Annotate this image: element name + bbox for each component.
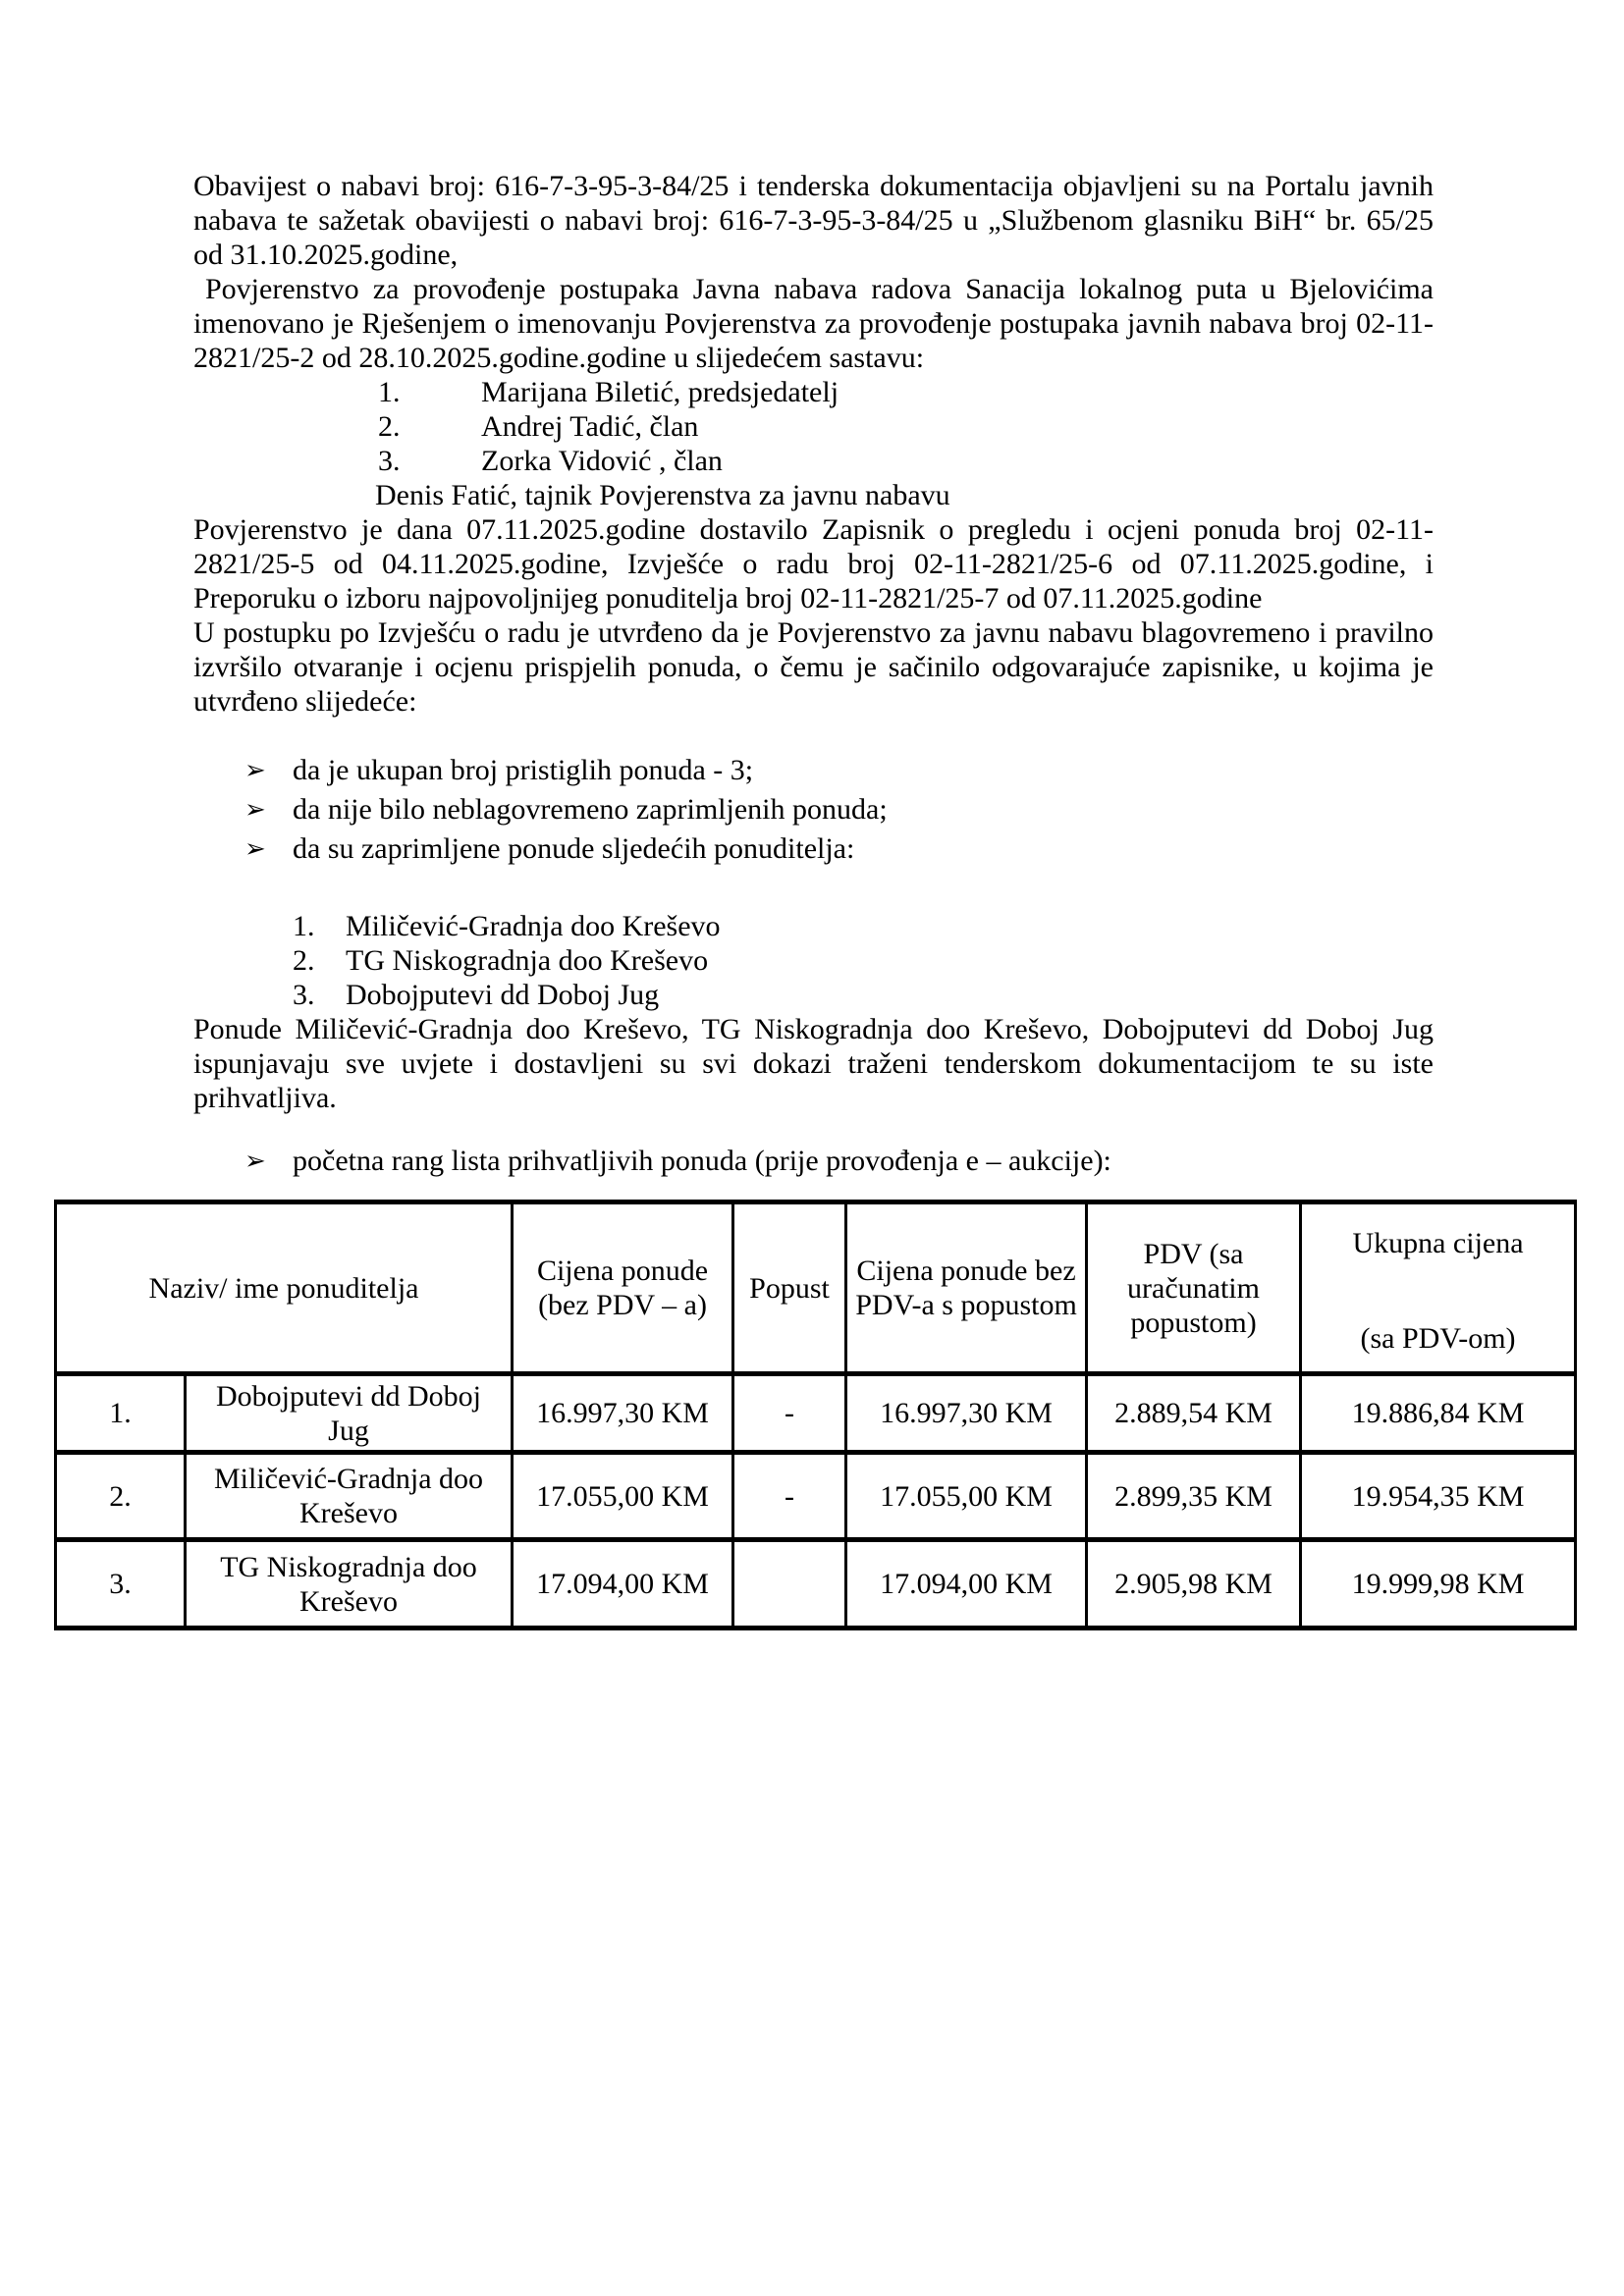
- arrow-bullet-icon: ➢: [244, 756, 266, 784]
- bidder-name: Dobojputevi dd Doboj Jug: [346, 979, 660, 1011]
- cell-vat: 2.899,35 KM: [1087, 1453, 1301, 1540]
- header-discount: Popust: [733, 1202, 846, 1374]
- bullet-text: da su zaprimljene ponude sljedećih ponuditelja:: [293, 832, 855, 865]
- committee-member-name: Andrej Tadić, član: [481, 410, 699, 443]
- paragraph-committee-intro: Povjerenstvo za provođenje postupaka Javna nabava radova Sanacija lokalnog puta u Bjelovićima imenovano je Rješenjem o imenovanju Povjerenstva za provođenje postupaka javnih nabava broj 02-11-2821/25-2 od 28.10.2025.godine.godine u slijedećem sastavu:: [193, 273, 1434, 374]
- cell-price-no-vat: 17.094,00 KM: [513, 1540, 733, 1629]
- paragraph-delivery: Povjerenstvo je dana 07.11.2025.godine dostavilo Zapisnik o pregledu i ocjeni ponuda broj 02-11-2821/25-5 od 04.11.2025.godine, Izvješće o radu broj 02-11-2821/25-6 od 07.11.2025.godine, i Preporuku o izboru najpovoljnijeg ponuditelja broj 02-11-2821/25-7 od 07.11.2025.godine: [193, 513, 1434, 614]
- cell-total: 19.954,35 KM: [1301, 1453, 1576, 1540]
- header-price-no-vat: Cijena ponude (bez PDV – a): [513, 1202, 733, 1374]
- committee-item: [193, 444, 1434, 478]
- bullet-item: [193, 831, 1434, 866]
- findings-bullets: [193, 753, 1434, 866]
- cell-vat: 2.889,54 KM: [1087, 1374, 1301, 1453]
- cell-rank: 3.: [56, 1540, 186, 1629]
- arrow-bullet-icon: ➢: [244, 834, 266, 863]
- cell-rank: 1.: [56, 1374, 186, 1453]
- header-total-line1: Ukupna cijena: [1352, 1227, 1524, 1259]
- table-header-row: [56, 1202, 1576, 1374]
- bullet-text: da je ukupan broj pristiglih ponuda - 3;: [293, 754, 754, 786]
- table-row: [56, 1540, 1576, 1629]
- bullet-text: početna rang lista prihvatljivih ponuda (prije provođenja e – aukcije):: [293, 1145, 1111, 1177]
- item-number: 1.: [293, 910, 315, 942]
- secretary-line: Denis Fatić, tajnik Povjerenstva za javnu nabavu: [375, 479, 950, 511]
- bullet-text: da nije bilo neblagovremeno zaprimljenih ponuda;: [293, 793, 888, 826]
- paragraph-findings-intro: U postupku po Izvješću o radu je utvrđeno da je Povjerenstvo za javnu nabavu blagovremeno i pravilno izvršilo otvaranje i ocjenu prispjelih ponuda, o čemu je sačinilo odgovarajuće zapisnike, u kojima je utvrđeno slijedeće:: [193, 616, 1434, 718]
- arrow-bullet-icon: ➢: [244, 1147, 266, 1175]
- item-number: 2.: [293, 944, 315, 977]
- cell-bidder-name: TG Niskogradnja doo Kreševo: [186, 1540, 513, 1629]
- item-number: 1.: [378, 376, 401, 408]
- bidder-name: TG Niskogradnja doo Kreševo: [346, 944, 709, 977]
- bidder-item: [193, 943, 1434, 978]
- cell-total: 19.886,84 KM: [1301, 1374, 1576, 1453]
- committee-member-name: Marijana Biletić, predsjedatelj: [481, 376, 839, 408]
- committee-item: [193, 375, 1434, 409]
- cell-discount: -: [733, 1453, 846, 1540]
- item-number: 3.: [293, 979, 315, 1011]
- cell-bidder-name: Dobojputevi dd Doboj Jug: [186, 1374, 513, 1453]
- header-price-discounted: Cijena ponude bez PDV-a s popustom: [846, 1202, 1087, 1374]
- cell-price-discounted: 16.997,30 KM: [846, 1374, 1087, 1453]
- cell-total: 19.999,98 KM: [1301, 1540, 1576, 1629]
- arrow-bullet-icon: ➢: [244, 795, 266, 824]
- cell-discount: [733, 1540, 846, 1629]
- header-total-price: [1301, 1202, 1576, 1374]
- bidder-item: [193, 909, 1434, 943]
- item-number: 3.: [378, 445, 401, 477]
- paragraph-notice: Obavijest o nabavi broj: 616-7-3-95-3-84/25 i tenderska dokumentacija objavljeni su na Portalu javnih nabava te sažetak obavijesti o nabavi broj: 616-7-3-95-3-84/25 u „Službenom glasniku BiH“ br. 65/25 od 31.10.2025.godine,: [193, 170, 1434, 271]
- header-vat: PDV (sa uračunatim popustom): [1087, 1202, 1301, 1374]
- bullet-item: [193, 753, 1434, 787]
- table-row: [56, 1374, 1576, 1453]
- cell-vat: 2.905,98 KM: [1087, 1540, 1301, 1629]
- header-bidder-name: Naziv/ ime ponuditelja: [56, 1202, 513, 1374]
- table-row: [56, 1453, 1576, 1540]
- cell-price-no-vat: 17.055,00 KM: [513, 1453, 733, 1540]
- cell-discount: -: [733, 1374, 846, 1453]
- header-total-line2: (sa PDV-om): [1360, 1322, 1516, 1355]
- bullet-item: [193, 792, 1434, 827]
- paragraph-acceptance: Ponude Miličević-Gradnja doo Kreševo, TG Niskogradnja doo Kreševo, Dobojputevi dd Doboj Jug ispunjavaju sve uvjete i dostavljeni su svi dokazi traženi tenderskom dokumentacijom te su iste prihvatljiva.: [193, 1013, 1434, 1114]
- cell-price-discounted: 17.055,00 KM: [846, 1453, 1087, 1540]
- bidders-list: [193, 909, 1434, 1012]
- cell-price-discounted: 17.094,00 KM: [846, 1540, 1087, 1629]
- bidder-name: Miličević-Gradnja doo Kreševo: [346, 910, 721, 942]
- committee-list: [193, 375, 1434, 512]
- cell-price-no-vat: 16.997,30 KM: [513, 1374, 733, 1453]
- bidder-item: [193, 978, 1434, 1012]
- ranking-bullet: [193, 1144, 1434, 1178]
- committee-item: [193, 409, 1434, 444]
- offers-table: [54, 1200, 1577, 1630]
- cell-rank: 2.: [56, 1453, 186, 1540]
- committee-member-name: Zorka Vidović , član: [481, 445, 723, 477]
- cell-bidder-name: Miličević-Gradnja doo Kreševo: [186, 1453, 513, 1540]
- item-number: 2.: [378, 410, 401, 443]
